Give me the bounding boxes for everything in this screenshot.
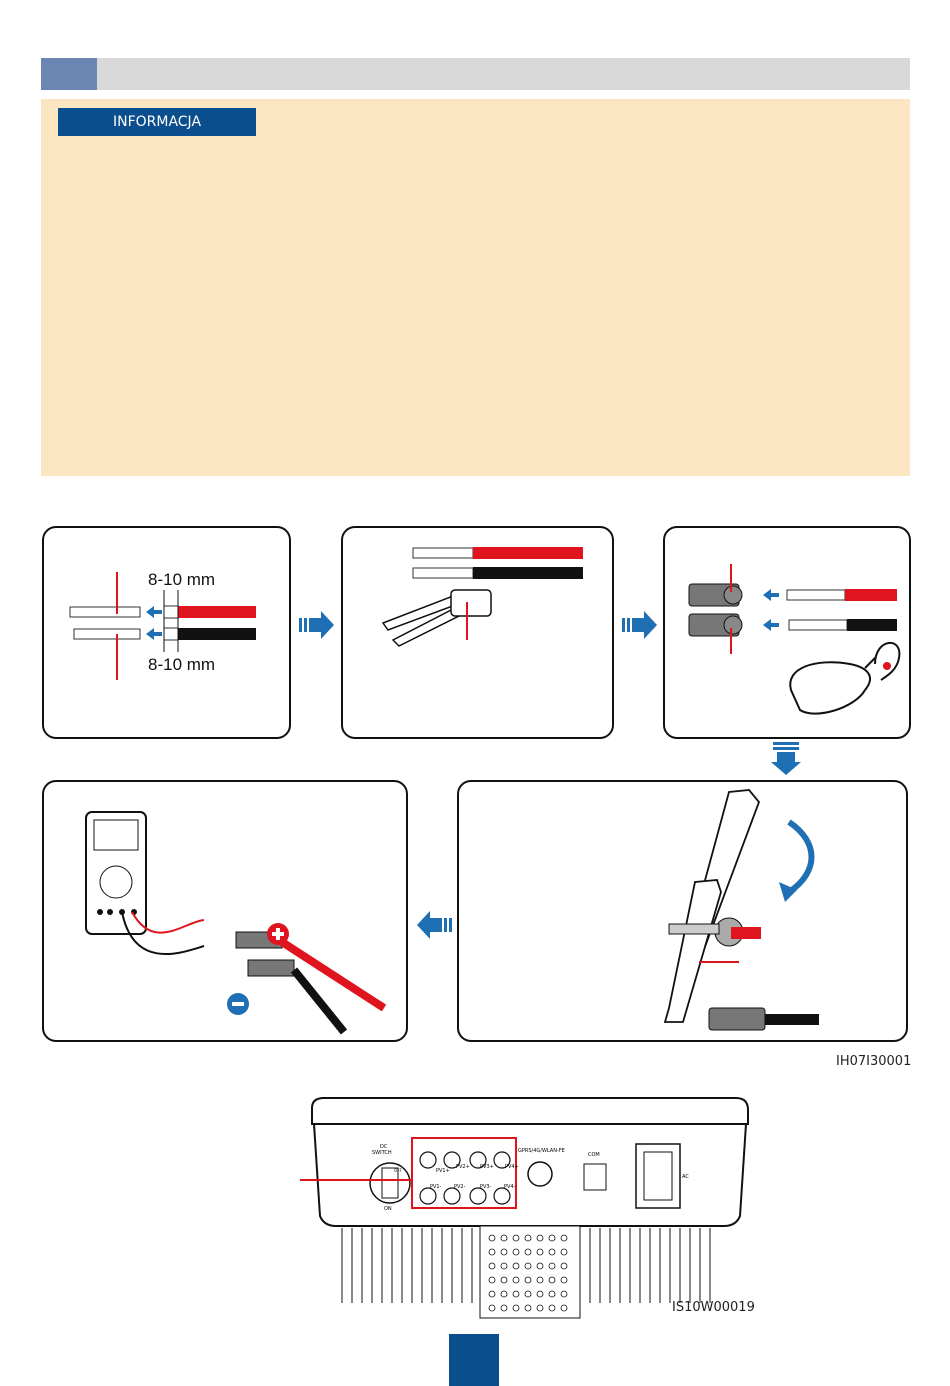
label-pv1-plus: PV1+ [436, 1168, 450, 1174]
label-ac: AC [682, 1174, 689, 1180]
step-panel-tighten [457, 780, 908, 1042]
label-on: ON [384, 1206, 392, 1212]
page-number-block [449, 1334, 499, 1386]
label-pv2-minus: PV2- [454, 1184, 466, 1190]
info-badge: INFORMACJA [58, 108, 256, 136]
figure-id-2: IS10W00019 [672, 1300, 755, 1315]
inverter-bottom-view-illustration [300, 1088, 760, 1320]
label-switch: SWITCH [372, 1150, 392, 1156]
strip-length-top-label: 8-10 mm [148, 570, 216, 589]
label-dc: DC [380, 1144, 388, 1150]
step-panel-strip [42, 526, 291, 739]
multimeter-illustration [44, 782, 406, 1040]
info-box [41, 99, 910, 476]
step-panel-measure [42, 780, 408, 1042]
label-pv3-plus: PV3+ [480, 1164, 494, 1170]
strip-length-bottom-label: 8-10 mm [148, 655, 216, 674]
tighten-wrench-illustration [459, 782, 906, 1040]
label-pv2-plus: PV2+ [456, 1164, 470, 1170]
strip-cable-illustration [44, 528, 289, 737]
section-number-tab [41, 58, 97, 90]
step-arrow-left-icon [416, 910, 452, 940]
label-pv4-plus: PV4+ [505, 1164, 519, 1170]
step-arrow-right-icon [622, 610, 658, 640]
label-gprs: GPRS/4G/WLAN-FE [518, 1148, 565, 1154]
label-off: OFF [394, 1168, 402, 1173]
figure-id-1: IH07I30001 [836, 1054, 912, 1069]
crimp-tool-illustration [343, 528, 612, 737]
step-panel-crimp [341, 526, 614, 739]
label-com: COM [588, 1152, 600, 1158]
step-panel-insert [663, 526, 911, 739]
insert-contact-illustration [665, 528, 909, 737]
section-header-bar [41, 58, 910, 90]
label-pv1-minus: PV1- [430, 1184, 442, 1190]
step-arrow-right-icon [299, 610, 335, 640]
label-pv3-minus: PV3- [480, 1184, 492, 1190]
step-arrow-down-icon [771, 742, 801, 776]
label-pv4-minus: PV4- [504, 1184, 516, 1190]
